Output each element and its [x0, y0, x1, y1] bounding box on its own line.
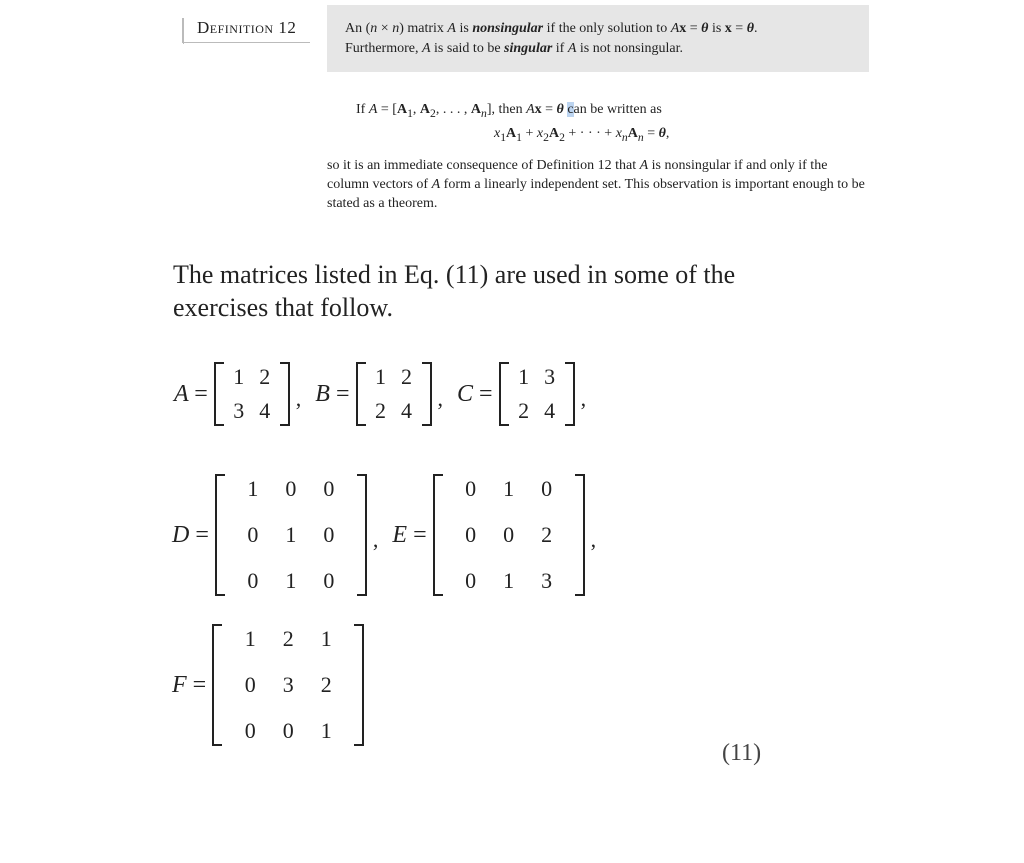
- matrix-f-entry: 0: [244, 718, 256, 743]
- matrix-d-entry: 0: [323, 476, 335, 501]
- bracket-right: [357, 474, 367, 596]
- matrix-f-entry: 2: [282, 626, 294, 651]
- matrix-a-entry: 4: [259, 398, 271, 423]
- bracket-right: [280, 362, 290, 426]
- matrix-label-e: E =: [392, 521, 427, 548]
- bracket-right: [575, 474, 585, 596]
- matrix-a-entry: 2: [259, 364, 271, 389]
- matrix-label-a: A =: [174, 380, 208, 407]
- bracket-right: [565, 362, 575, 426]
- matrix-b-entry: 2: [375, 398, 386, 423]
- matrix-b-entry: 2: [401, 364, 412, 389]
- definition-label: [182, 18, 310, 43]
- matrix-f-entry: 2: [320, 672, 332, 697]
- matrix-d: [225, 474, 357, 596]
- bracket-left: [215, 474, 225, 596]
- matrix-e-entry: 1: [503, 476, 515, 501]
- matrix-d-entry: 0: [247, 568, 259, 593]
- matrix-d-entry: 1: [285, 568, 297, 593]
- matrices-row-3: [172, 624, 364, 746]
- bracket-left: [499, 362, 509, 426]
- matrix-f-entry: 1: [320, 626, 332, 651]
- definition-box: [327, 5, 869, 72]
- matrix-c-entry: 4: [544, 398, 556, 423]
- bracket-left: [433, 474, 443, 596]
- paragraph-1: If $A = [A_1$, $A_2$, . . . , $A_n$], then Ax = θ can be written as: [356, 102, 662, 120]
- matrix-e-entry: 1: [503, 568, 515, 593]
- matrix-b-entry: 4: [401, 398, 412, 423]
- matrix-d-entry: 0: [323, 568, 335, 593]
- bracket-left: [356, 362, 366, 426]
- matrix-c-entry: 3: [544, 364, 556, 389]
- matrix-b: [366, 362, 422, 426]
- matrix-label-c: C =: [457, 380, 493, 407]
- matrix-f-entry: 3: [282, 672, 294, 697]
- equation-line: $x_1A_1 + x_2A_2$ + · · · + $x_nA_n = \theta$,: [494, 126, 670, 144]
- matrix-e-entry: 2: [541, 522, 553, 547]
- matrix-f-entry: 1: [320, 718, 332, 743]
- matrix-a: [224, 362, 280, 426]
- matrix-label-d: D =: [172, 521, 209, 548]
- matrix-f-entry: 1: [244, 626, 256, 651]
- matrix-e: [443, 474, 575, 596]
- definition-label-text: Definition 12: [197, 18, 297, 37]
- matrix-f: [222, 624, 354, 746]
- matrix-f-entry: 0: [244, 672, 256, 697]
- paragraph-2: so it is an immediate consequence of Definition 12 that A is nonsingular if and only if the column vectors of A form a linearly independent set. This observation is important enough to be stated as a theorem.: [327, 158, 865, 211]
- matrix-d-entry: 1: [247, 476, 259, 501]
- matrix-f-entry: 0: [282, 718, 294, 743]
- matrix-b-entry: 1: [375, 364, 386, 389]
- matrix-d-entry: 0: [323, 522, 335, 547]
- matrix-c-entry: 2: [518, 398, 530, 423]
- matrix-e-entry: 0: [465, 476, 477, 501]
- matrix-c: [509, 362, 565, 426]
- bracket-left: [212, 624, 222, 746]
- exercises-intro: The matrices listed in Eq. (11) are used in some of the exercises that follow.: [173, 260, 736, 322]
- matrix-d-entry: 0: [285, 476, 297, 501]
- matrix-e-entry: 3: [541, 568, 553, 593]
- matrix-c-entry: 1: [518, 364, 530, 389]
- matrix-label-b: B =: [315, 380, 350, 407]
- matrices-row-1: A = 1 2 3 4 , B = 1 2 2 4 , C = 1 3 2 4 ,: [174, 362, 600, 426]
- matrix-d-entry: 1: [285, 522, 297, 547]
- definition-line-2: Furthermore, A is said to be singular if A is not nonsingular.: [345, 41, 683, 56]
- matrix-e-entry: 0: [503, 522, 515, 547]
- definition-line-1: An (n × n) matrix A is nonsingular if the only solution to Ax = θ is x = θ.: [345, 21, 758, 36]
- bracket-left: [214, 362, 224, 426]
- matrix-a-entry: 3: [233, 398, 245, 423]
- matrices-row-2: D = 1 0 0 0 1 0 0 1 0 , E = 0 1 0 0 0 2 0 1 3 ,: [172, 474, 610, 596]
- matrix-d-entry: 0: [247, 522, 259, 547]
- matrix-label-f: F =: [172, 671, 207, 698]
- equation-number: (11): [722, 740, 762, 766]
- bracket-right: [422, 362, 432, 426]
- text-selection[interactable]: c: [567, 102, 574, 117]
- matrix-e-entry: 0: [541, 476, 553, 501]
- bracket-right: [354, 624, 364, 746]
- matrix-e-entry: 0: [465, 568, 477, 593]
- matrix-e-entry: 0: [465, 522, 477, 547]
- definition-marker: [177, 18, 184, 44]
- matrix-a-entry: 1: [233, 364, 245, 389]
